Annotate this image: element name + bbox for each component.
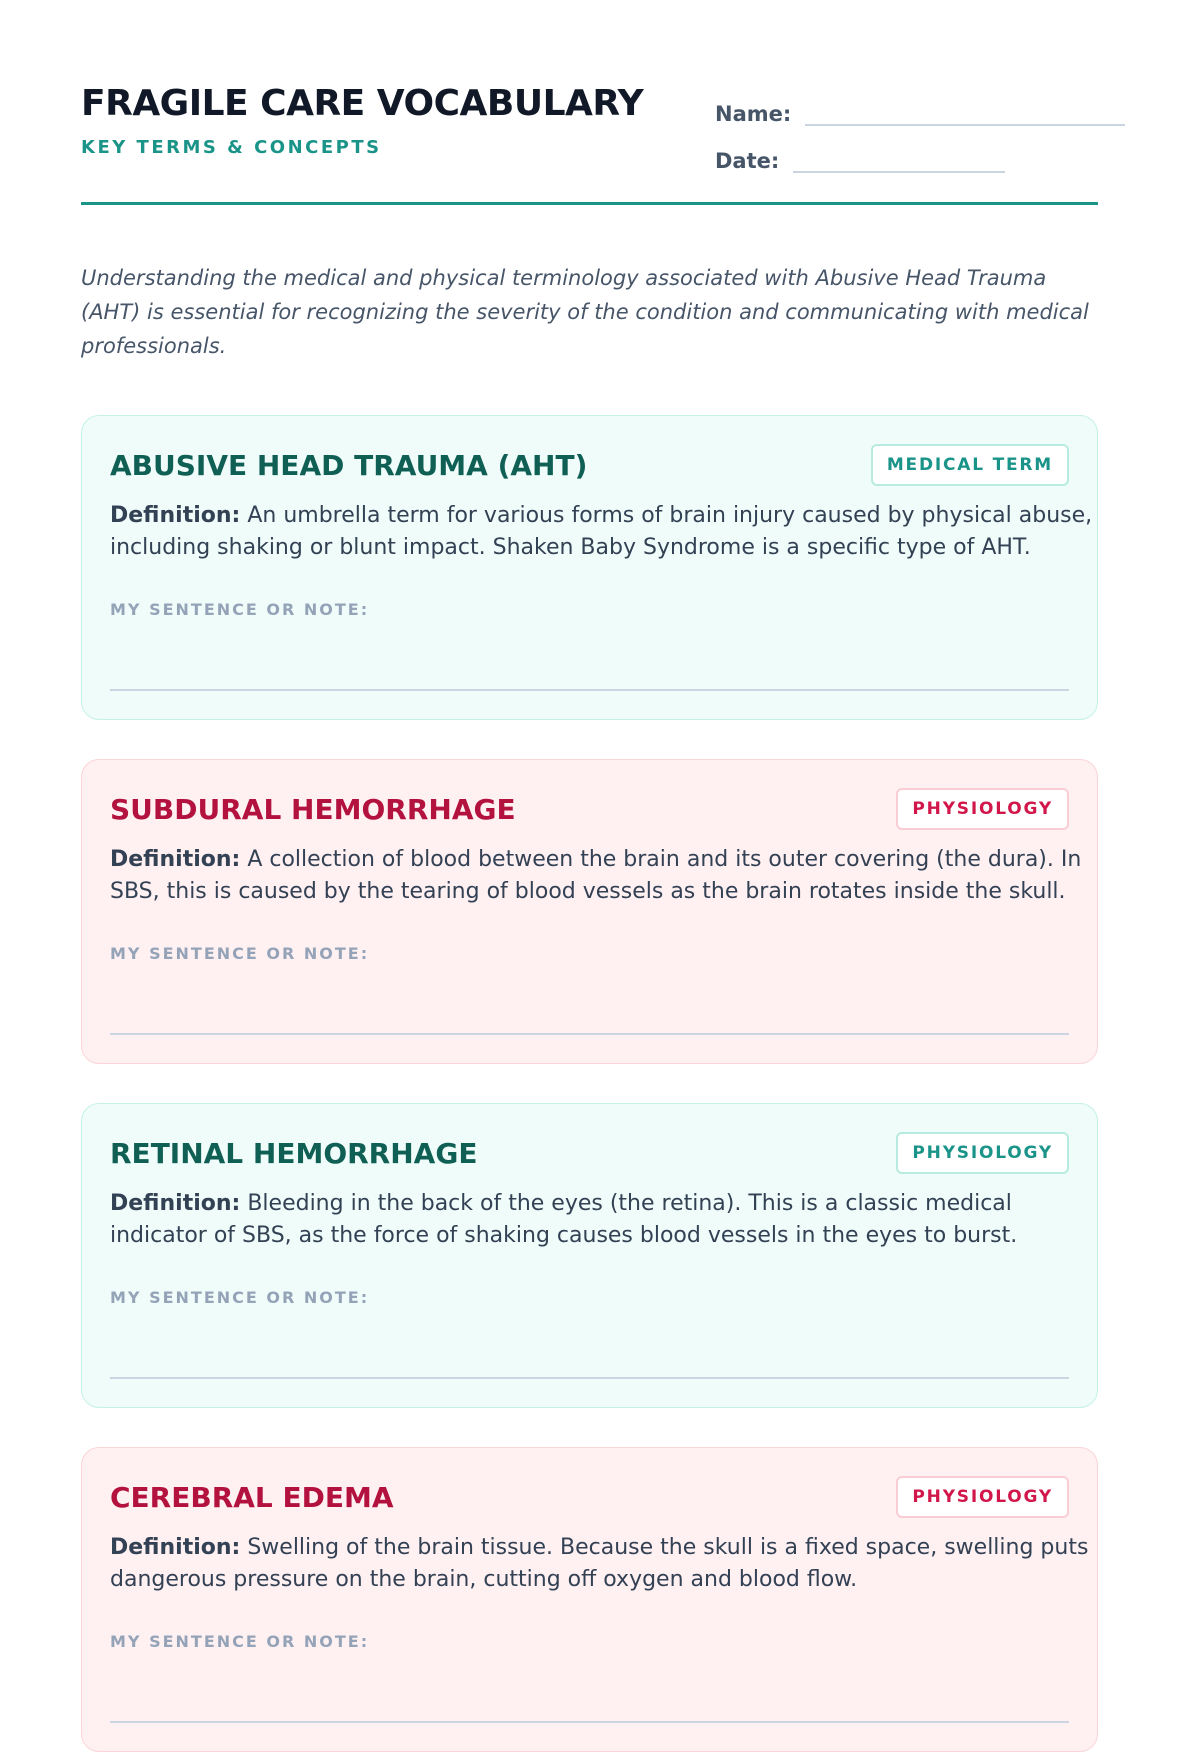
vocab-term: ABUSIVE HEAD TRAUMA (AHT)	[110, 449, 588, 482]
vocab-card-aht	[81, 415, 1098, 720]
definition-text: An umbrella term for various forms of brain injury caused by physical abuse, including shaking or blunt impact. Shaken Baby Syndrome is a specific type of AHT.	[110, 503, 1093, 560]
vocab-term: SUBDURAL HEMORRHAGE	[110, 793, 516, 826]
definition-label: Definition:	[110, 1535, 241, 1560]
vocab-card-cerebral-edema	[81, 1447, 1098, 1752]
date-field-group	[715, 143, 1005, 173]
definition-text: A collection of blood between the brain and its outer covering (the dura). In SBS, this is caused by the tearing of blood vessels as the brain rotates inside the skull.	[110, 847, 1082, 904]
vocab-term: RETINAL HEMORRHAGE	[110, 1137, 478, 1170]
vocab-card-retinal-hemorrhage	[81, 1103, 1098, 1408]
note-label: MY SENTENCE OR NOTE:	[110, 1288, 370, 1307]
name-input-line[interactable]	[805, 96, 1125, 126]
note-label: MY SENTENCE OR NOTE:	[110, 1632, 370, 1651]
vocabulary-list	[81, 415, 1098, 1752]
category-badge: PHYSIOLOGY	[896, 1132, 1069, 1174]
vocab-definition	[110, 500, 1095, 564]
name-field-group	[715, 96, 1125, 126]
worksheet-header	[81, 0, 1098, 205]
category-badge: PHYSIOLOGY	[896, 1476, 1069, 1518]
vocab-card-subdural-hemorrhage	[81, 759, 1098, 1064]
date-input-line[interactable]	[793, 143, 1005, 173]
vocab-definition	[110, 1188, 1095, 1252]
definition-text: Swelling of the brain tissue. Because the skull is a fixed space, swelling puts dangerous pressure on the brain, cutting off oxygen and blood flow.	[110, 1535, 1089, 1592]
category-badge: MEDICAL TERM	[871, 444, 1069, 486]
category-badge: PHYSIOLOGY	[896, 788, 1069, 830]
definition-label: Definition:	[110, 503, 241, 528]
page-subtitle: KEY TERMS & CONCEPTS	[81, 137, 382, 158]
page-title: FRAGILE CARE VOCABULARY	[81, 83, 644, 124]
name-label: Name:	[715, 102, 792, 126]
note-writing-line[interactable]	[110, 1721, 1069, 1723]
note-label: MY SENTENCE OR NOTE:	[110, 600, 370, 619]
definition-text: Bleeding in the back of the eyes (the retina). This is a classic medical indicator of SBS, as the force of shaking causes blood vessels in the eyes to burst.	[110, 1191, 1018, 1248]
note-label: MY SENTENCE OR NOTE:	[110, 944, 370, 963]
vocab-term: CEREBRAL EDEMA	[110, 1481, 394, 1514]
note-writing-line[interactable]	[110, 689, 1069, 691]
vocab-definition	[110, 844, 1095, 908]
note-writing-line[interactable]	[110, 1377, 1069, 1379]
vocab-definition	[110, 1532, 1095, 1596]
date-label: Date:	[715, 149, 780, 173]
note-writing-line[interactable]	[110, 1033, 1069, 1035]
definition-label: Definition:	[110, 847, 241, 872]
definition-label: Definition:	[110, 1191, 241, 1216]
intro-paragraph: Understanding the medical and physical terminology associated with Abusive Head Trauma (AHT) is essential for recognizing the severity of the condition and communicating with medical professionals.	[81, 266, 1089, 358]
